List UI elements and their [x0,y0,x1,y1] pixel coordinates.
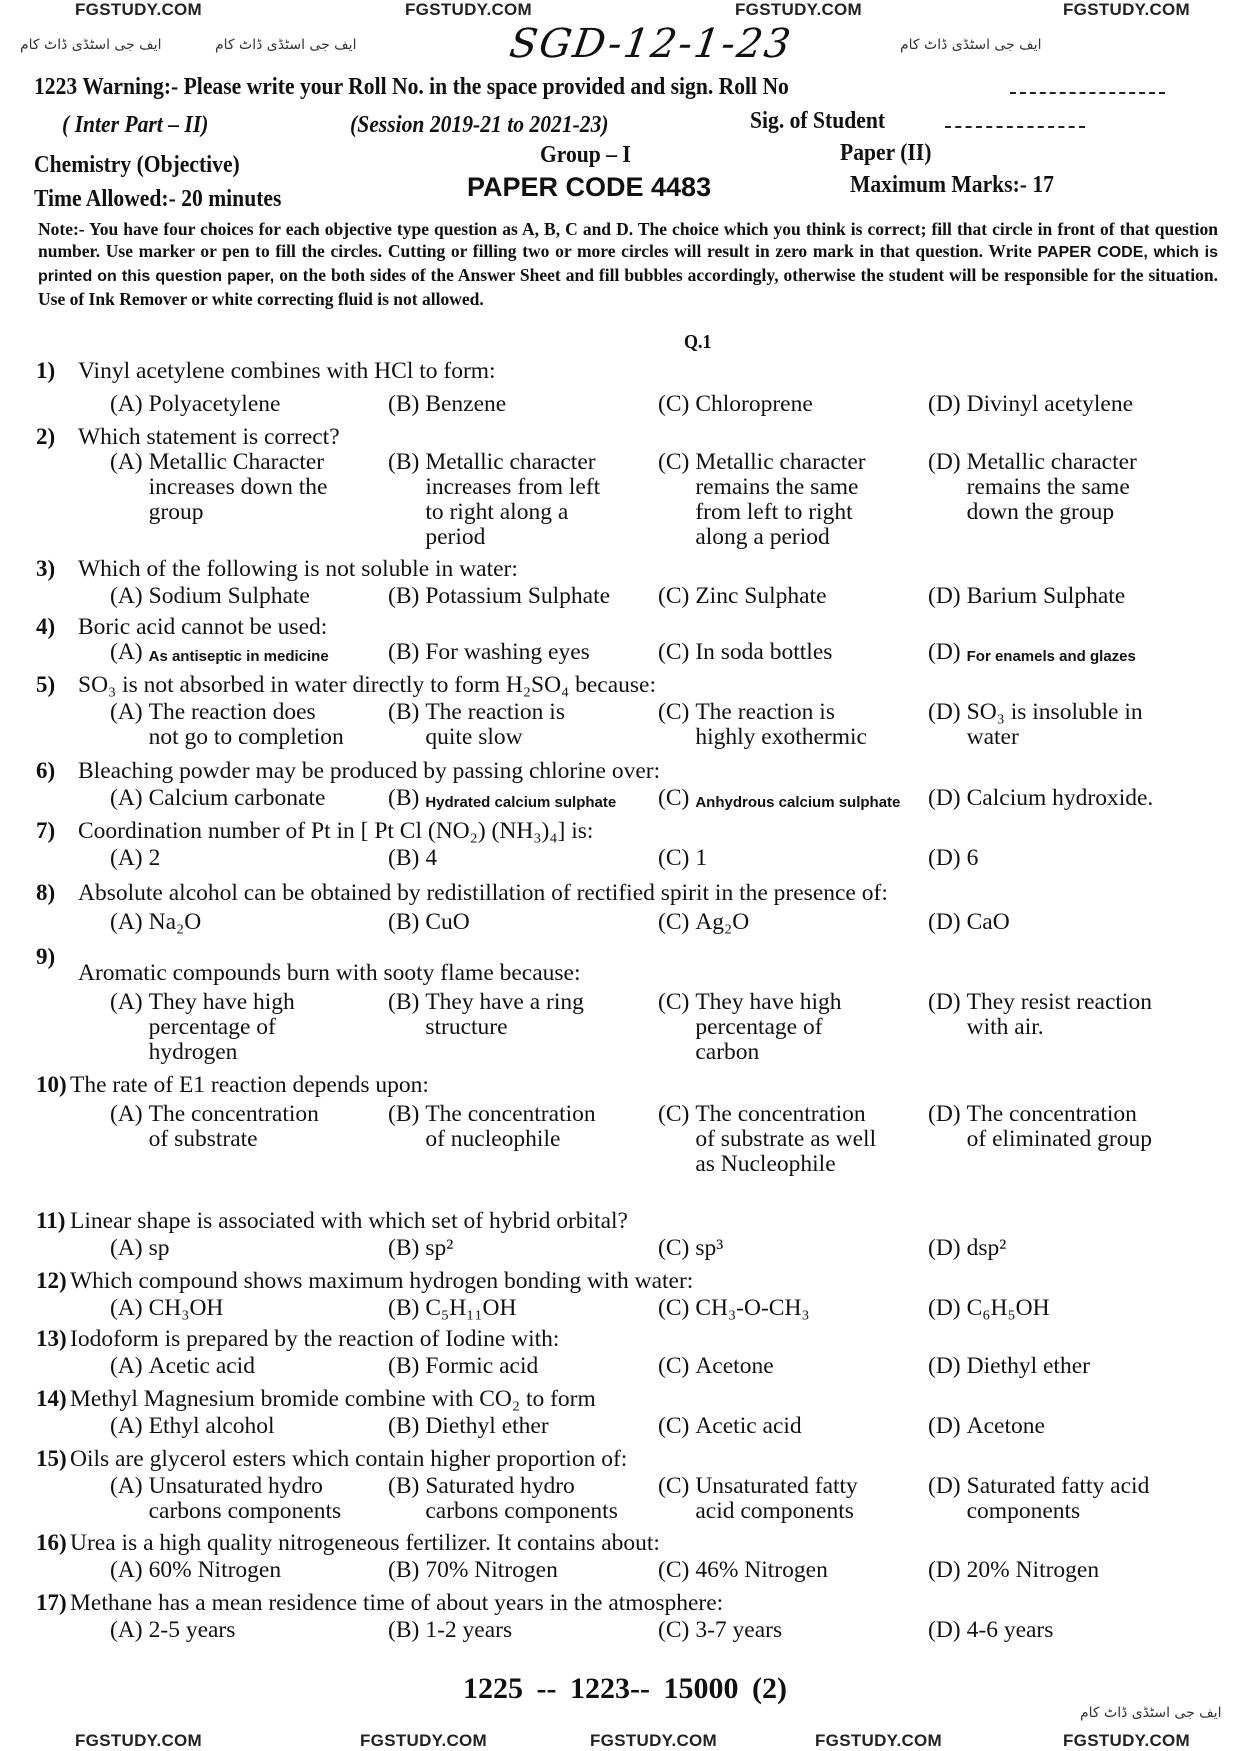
signature-line [945,126,1085,128]
option-label: (D) [928,1353,961,1379]
option-text: Metallic character remains the same from left to right along a period [695,449,866,550]
option-text: Unsaturated fatty acid components [695,1473,858,1524]
option-label: (D) [928,1557,961,1583]
option-d [928,1558,1099,1583]
option-text: 60% Nitrogen [148,1557,282,1583]
option-text: CH₃OH [148,1295,224,1321]
question-text: Aromatic compounds burn with sooty flame because: [78,960,581,986]
option-text: Diethyl ether [966,1353,1090,1379]
option-label: (A) [110,1557,143,1583]
option-text: They resist reaction with air. [966,989,1152,1040]
option-text: The reaction is highly exothermic [695,699,867,750]
option-label: (C) [658,1235,690,1261]
watermark: FGSTUDY.COM [1063,1731,1191,1750]
option-text: Saturated hydro carbons components [425,1473,618,1524]
watermark: FGSTUDY.COM [360,1731,488,1750]
option-b [388,1474,618,1524]
option-c [658,584,827,609]
option-c [658,1102,876,1177]
option-text: sp² [425,1235,454,1261]
option-label: (B) [388,1235,420,1261]
option-a [110,450,327,525]
option-text: Metallic character remains the same down the group [966,449,1137,525]
question-text: Coordination number of Pt in [ Pt Cl (NO₂) (NH₃)₄] is: [78,818,594,844]
option-label: (C) [658,1473,690,1499]
question-number: 2) [36,424,56,449]
option-c [658,450,866,550]
option-a [110,1414,275,1439]
option-label: (B) [388,1617,420,1643]
option-label: (C) [658,1617,690,1643]
urdu-watermark: ایف جی اسٹڈی ڈاٹ کام [1080,1705,1222,1721]
option-label: (A) [110,583,143,609]
option-text: For washing eyes [425,639,590,665]
watermark: FGSTUDY.COM [75,1731,203,1750]
option-text: Polyacetylene [148,391,281,417]
option-label: (A) [110,989,143,1015]
question-text: Iodoform is prepared by the reaction of Iodine with: [70,1326,560,1352]
option-c [658,786,900,815]
option-a [110,392,280,417]
option-text: 3-7 years [695,1617,783,1643]
option-text: The concentration of eliminated group [966,1101,1152,1152]
paper: Paper (II) [840,140,932,166]
option-text: 4 [425,845,438,871]
option-text: Barium Sulphate [966,583,1126,609]
question-number: 14) [36,1386,67,1411]
option-text: For enamels and glazes [966,648,1136,665]
option-label: (D) [928,391,961,417]
option-c [658,1558,828,1583]
option-b [388,1414,549,1439]
option-a [110,1102,319,1152]
option-text: Divinyl acetylene [966,391,1134,417]
option-c [658,1354,774,1379]
option-text: Chloroprene [695,391,813,417]
option-a [110,584,310,609]
option-label: (A) [110,391,143,417]
option-a [110,910,201,935]
option-c [658,990,842,1065]
option-b [388,450,600,550]
option-label: (B) [388,845,420,871]
option-label: (A) [110,785,143,811]
option-d [928,450,1137,525]
option-text: 4-6 years [966,1617,1054,1643]
question-number: 17) [36,1590,67,1615]
urdu-watermark: ایف جی اسٹڈی ڈاٹ کام [215,37,357,53]
option-text: Acetone [695,1353,774,1379]
option-a [110,700,344,750]
option-text: As antiseptic in medicine [148,648,329,665]
option-text: Formic acid [425,1353,539,1379]
option-label: (B) [388,1473,420,1499]
question-text: Absolute alcohol can be obtained by redistillation of rectified spirit in the presence of: [78,880,888,906]
option-label: (C) [658,1353,690,1379]
option-text: Zinc Sulphate [695,583,827,609]
option-text: CaO [966,909,1010,935]
option-d [928,990,1152,1040]
option-d [928,584,1125,609]
option-text: Acetone [966,1413,1045,1439]
option-label: (D) [928,989,961,1015]
option-text: CuO [425,909,470,935]
watermark: FGSTUDY.COM [405,0,533,19]
question-text: Urea is a high quality nitrogeneous fertilizer. It contains about: [70,1530,660,1556]
option-d [928,640,1136,669]
option-c [658,1474,858,1524]
question-number: 8) [36,880,56,905]
note-text-2: on the both sides of the Answer Sheet and fill bubbles accordingly, otherwise the student will be responsible for the situation. Use of Ink Remover or white correcting fluid is not allowed. [38,265,1218,309]
option-b [388,584,610,609]
option-label: (D) [928,699,961,725]
option-label: (C) [658,1557,690,1583]
option-label: (B) [388,449,420,475]
option-b [388,1558,558,1583]
option-a [110,786,325,811]
option-b [388,1296,517,1321]
option-text: C₆H₅OH [966,1295,1050,1321]
inter-part: ( Inter Part – II) [62,112,209,138]
footer-code: 1225 -- 1223-- 15000 (2) [463,1672,787,1705]
question-heading: Q.1 [684,331,712,353]
question-text: Which statement is correct? [78,424,340,450]
group: Group – I [540,142,631,168]
option-label: (D) [928,909,961,935]
option-label: (D) [928,449,961,475]
option-text: The concentration of substrate as well as Nucleophile [695,1101,877,1177]
question-number: 10) [36,1072,67,1097]
question-number: 16) [36,1530,67,1555]
warning-text: 1223 Warning:- Please write your Roll No. in the space provided and sign. Roll No [34,74,789,100]
option-label: (B) [388,785,420,811]
option-label: (C) [658,1295,690,1321]
question-text: Methyl Magnesium bromide combine with CO₂ to form [70,1386,596,1412]
option-text: Calcium hydroxide. [966,785,1154,811]
option-label: (A) [110,845,143,871]
option-text: The reaction is quite slow [425,699,565,750]
option-label: (D) [928,583,961,609]
watermark: FGSTUDY.COM [1063,0,1191,19]
watermark: FGSTUDY.COM [815,1731,943,1750]
option-text: They have high percentage of carbon [695,989,842,1065]
option-label: (C) [658,699,690,725]
watermark: FGSTUDY.COM [590,1731,718,1750]
option-text: sp³ [695,1235,724,1261]
option-label: (C) [658,1101,690,1127]
question-text: Methane has a mean residence time of about years in the atmosphere: [70,1590,724,1616]
question-text: Oils are glycerol esters which contain higher proportion of: [70,1446,628,1472]
option-label: (C) [658,449,690,475]
option-text: Metallic character increases from left to right along a period [425,449,601,550]
option-label: (B) [388,699,420,725]
option-label: (B) [388,1295,420,1321]
option-text: sp [148,1235,170,1261]
option-label: (C) [658,391,690,417]
option-text: In soda bottles [695,639,833,665]
option-label: (A) [110,1101,143,1127]
option-text: 70% Nitrogen [425,1557,558,1583]
question-text: SO₃ is not absorbed in water directly to form H₂SO₄ because: [78,672,657,698]
time-allowed: Time Allowed:- 20 minutes [34,186,282,212]
option-label: (A) [110,1413,143,1439]
option-a [110,1474,341,1524]
option-label: (B) [388,1413,420,1439]
option-label: (D) [928,639,961,665]
option-label: (B) [388,391,420,417]
option-text: Unsaturated hydro carbons components [148,1473,342,1524]
option-label: (A) [110,1235,143,1261]
option-label: (B) [388,1101,420,1127]
note-text: Note:- You have four choices for each objective type question as A, B, C and D. The choice which you think is correct; fill that circle in front of that question number. Use marker or pen to fill the circles. Cutting or filling two or more circles will result in zero mark in that question. Write [38,219,1218,261]
option-b [388,700,565,750]
option-label: (B) [388,1353,420,1379]
option-b [388,846,437,871]
instructions-note [38,218,1218,310]
option-text: The concentration of nucleophile [425,1101,596,1152]
option-label: (C) [658,909,690,935]
option-label: (D) [928,1295,961,1321]
question-number: 3) [36,556,56,581]
question-number: 4) [36,614,56,639]
option-c [658,640,832,665]
option-text: Diethyl ether [425,1413,549,1439]
question-number: 7) [36,818,56,843]
option-b [388,990,584,1040]
option-label: (C) [658,989,690,1015]
question-text: Which of the following is not soluble in water: [78,556,518,582]
option-a [110,1618,235,1643]
option-d [928,1296,1050,1321]
option-text: C₅H₁₁OH [425,1295,517,1321]
option-text: Ag₂O [695,909,750,935]
subject: Chemistry (Objective) [34,152,240,178]
max-marks: Maximum Marks:- 17 [850,172,1054,198]
option-label: (A) [110,909,143,935]
paper-code: PAPER CODE 4483 [467,172,712,202]
option-b [388,1102,596,1152]
option-d [928,1354,1090,1379]
option-d [928,846,978,871]
urdu-watermark: ایف جی اسٹڈی ڈاٹ کام [900,37,1042,53]
option-label: (A) [110,699,143,725]
option-a [110,846,160,871]
option-label: (C) [658,639,690,665]
option-b [388,910,470,935]
option-text: Anhydrous calcium sulphate [695,794,901,811]
option-text: They have high percentage of hydrogen [148,989,295,1065]
question-number: 13) [36,1326,67,1351]
option-text: Ethyl alcohol [148,1413,275,1439]
option-c [658,392,813,417]
option-d [928,910,1010,935]
question-number: 1) [36,358,56,383]
option-label: (B) [388,989,420,1015]
option-text: Benzene [425,391,507,417]
option-c [658,910,749,935]
option-d [928,1474,1149,1524]
option-text: 6 [966,845,979,871]
option-label: (D) [928,1235,961,1261]
option-label: (D) [928,1413,961,1439]
option-text: Acetic acid [148,1353,255,1379]
option-label: (B) [388,583,420,609]
question-number: 6) [36,758,56,783]
option-label: (A) [110,1617,143,1643]
option-text: Calcium carbonate [148,785,326,811]
option-a [110,990,295,1065]
question-text: The rate of E1 reaction depends upon: [70,1072,429,1098]
watermark: FGSTUDY.COM [75,0,203,19]
option-label: (C) [658,583,690,609]
option-a [110,1354,255,1379]
note-bold: PAPER CODE, which is printed on this question paper, [38,244,1218,285]
option-c [658,1618,782,1643]
question-number: 12) [36,1268,67,1293]
option-label: (A) [110,1353,143,1379]
option-a [110,1558,281,1583]
question-text: Linear shape is associated with which set of hybrid orbital? [70,1208,628,1234]
option-b [388,1618,512,1643]
option-label: (B) [388,909,420,935]
question-text: Vinyl acetylene combines with HCl to form: [78,358,496,384]
option-text: 20% Nitrogen [966,1557,1100,1583]
option-b [388,640,590,665]
option-a [110,640,329,669]
option-text: Sodium Sulphate [148,583,310,609]
option-d [928,1414,1045,1439]
option-d [928,786,1153,811]
urdu-watermark: ایف جی اسٹڈی ڈاٹ کام [20,37,162,53]
option-label: (D) [928,1473,961,1499]
option-text: Potassium Sulphate [425,583,611,609]
option-d [928,1236,1006,1261]
question-text: Which compound shows maximum hydrogen bonding with water: [70,1268,694,1294]
option-label: (C) [658,1413,690,1439]
question-number: 11) [36,1208,66,1233]
option-text: They have a ring structure [425,989,584,1040]
option-c [658,846,707,871]
option-text: 46% Nitrogen [695,1557,828,1583]
option-label: (A) [110,1473,143,1499]
option-c [658,700,867,750]
option-text: Saturated fatty acid components [966,1473,1150,1524]
option-b [388,1354,538,1379]
question-number: 15) [36,1446,67,1471]
option-text: Na₂O [148,909,202,935]
handwritten-code: SGD-12-1-23 [506,21,796,67]
option-label: (D) [928,1617,961,1643]
option-text: 1 [695,845,708,871]
question-text: Boric acid cannot be used: [78,614,328,640]
question-number: 9) [36,944,56,969]
watermark: FGSTUDY.COM [735,0,863,19]
option-text: Hydrated calcium sulphate [425,794,617,811]
option-c [658,1414,802,1439]
option-a [110,1236,170,1261]
option-d [928,700,1143,750]
signature-label: Sig. of Student [750,108,886,134]
session: (Session 2019-21 to 2021-23) [350,112,609,138]
option-d [928,1102,1152,1152]
option-text: The reaction does not go to completion [148,699,344,750]
option-b [388,786,616,815]
question-text: Bleaching powder may be produced by passing chlorine over: [78,758,661,784]
roll-no-line [1010,92,1165,94]
option-text: Acetic acid [695,1413,802,1439]
option-text: SO₃ is insoluble in water [966,699,1143,750]
option-c [658,1236,723,1261]
option-b [388,392,506,417]
option-label: (A) [110,639,143,665]
option-label: (A) [110,1295,143,1321]
option-d [928,1618,1053,1643]
option-c [658,1296,810,1321]
option-d [928,392,1133,417]
option-text: dsp² [966,1235,1007,1261]
option-label: (C) [658,845,690,871]
option-text: The concentration of substrate [148,1101,319,1152]
option-label: (D) [928,785,961,811]
option-text: CH₃-O-CH₃ [695,1295,810,1321]
option-label: (A) [110,449,143,475]
option-label: (B) [388,1557,420,1583]
option-text: 2-5 years [148,1617,236,1643]
option-label: (D) [928,1101,961,1127]
option-text: 1-2 years [425,1617,513,1643]
option-label: (B) [388,639,420,665]
option-a [110,1296,223,1321]
option-text: Metallic Character increases down the group [148,449,328,525]
option-label: (C) [658,785,690,811]
question-number: 5) [36,672,56,697]
option-label: (D) [928,845,961,871]
option-text: 2 [148,845,161,871]
option-b [388,1236,453,1261]
